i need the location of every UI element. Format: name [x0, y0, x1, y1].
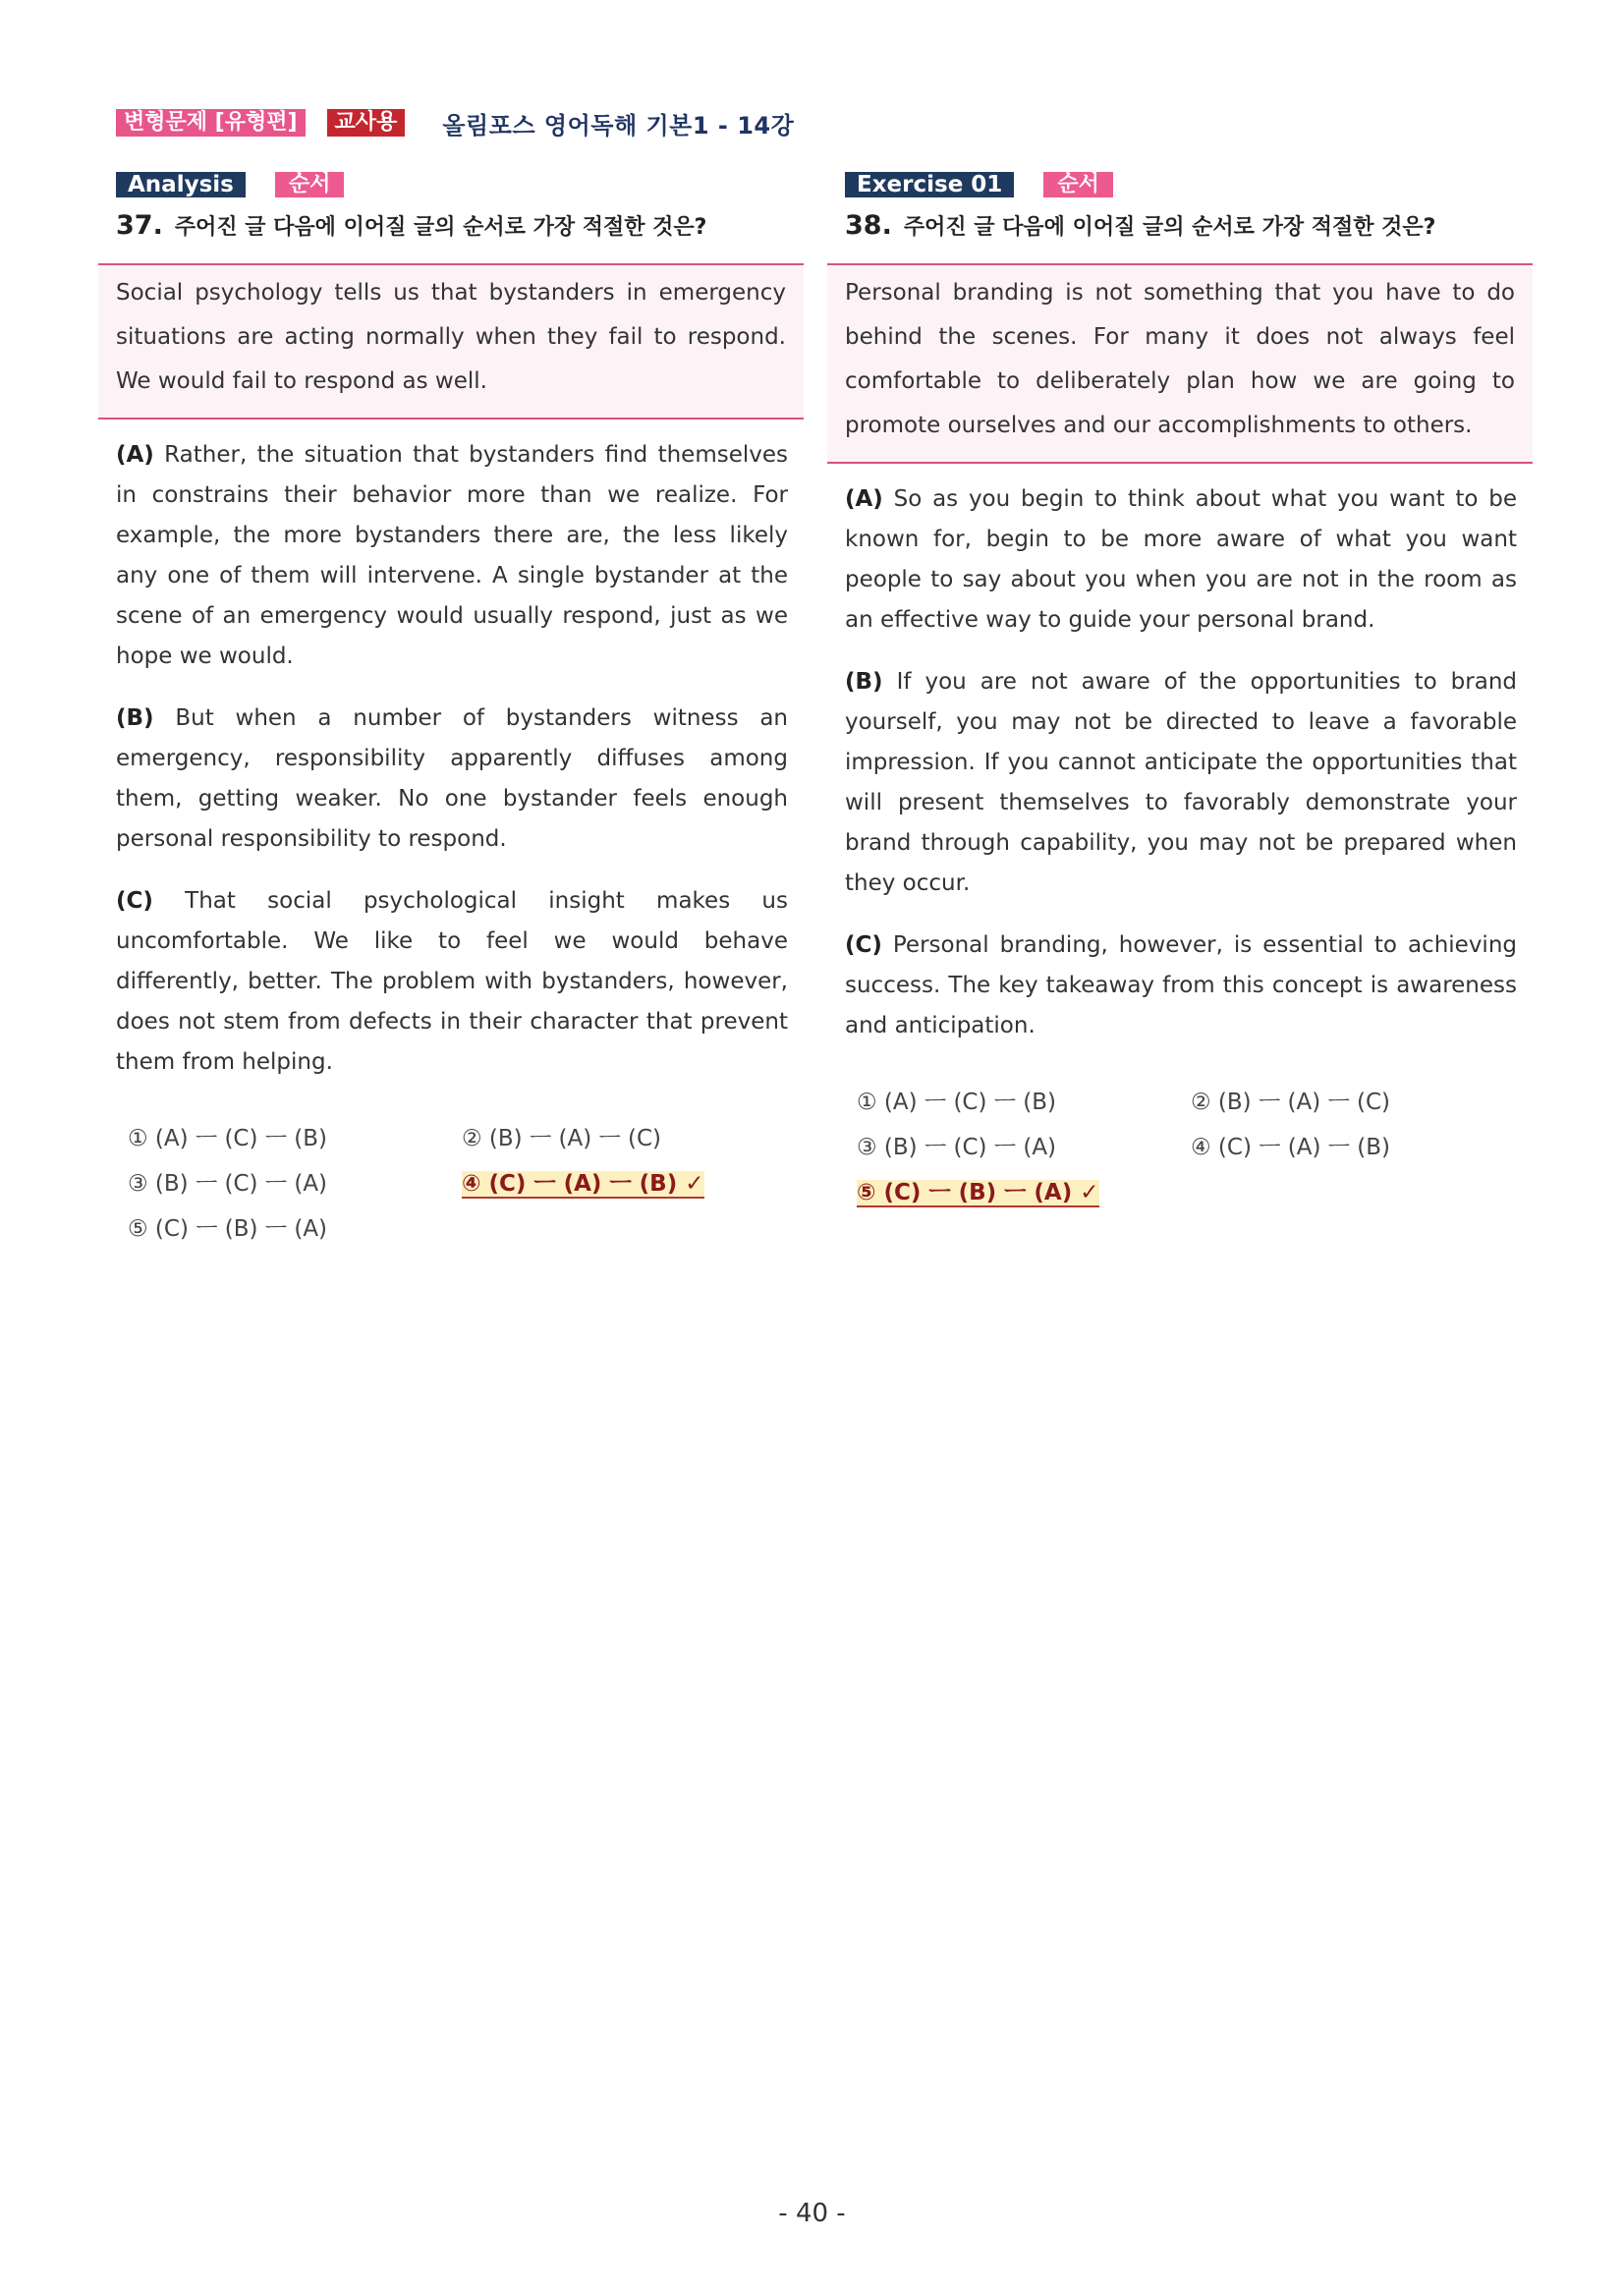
paragraph-label: (B)	[116, 705, 154, 731]
analysis-label: Analysis	[116, 172, 246, 197]
answer-choices	[128, 1116, 804, 1252]
paragraph-label: (A)	[845, 486, 883, 512]
teacher-tag: 교사용	[327, 109, 406, 137]
paragraph-a	[116, 435, 788, 677]
intro-passage: Personal branding is not something that you have to do behind the scenes. For many it does not always feel comfortable to deliberately plan how we are going to promote ourselves and our accomplishments to others.	[827, 263, 1533, 464]
choice-4[interactable]: ④ (C) ㅡ (A) ㅡ (B)	[1191, 1135, 1391, 1160]
exercise-label: Exercise 01	[845, 172, 1014, 197]
answer-choices	[857, 1080, 1533, 1215]
paragraph-b	[116, 699, 788, 860]
paragraph-a	[845, 479, 1517, 641]
question-text: 주어진 글 다음에 이어질 글의 순서로 가장 적절한 것은?	[903, 215, 1436, 240]
paragraph-label: (B)	[845, 669, 883, 695]
paragraph-text: So as you begin to think about what you want to be known for, begin to be more aware of what you want people to say about you when you are not in the room as an effective way to guide your personal brand.	[845, 486, 1518, 633]
question-prompt	[116, 210, 804, 244]
paragraph-label: (C)	[845, 932, 882, 958]
paragraph-label: (C)	[116, 888, 153, 914]
paragraph-label: (A)	[116, 442, 154, 468]
choice-3[interactable]: ③ (B) ㅡ (C) ㅡ (A)	[857, 1135, 1057, 1160]
choice-1[interactable]: ① (A) ㅡ (C) ㅡ (B)	[128, 1126, 328, 1151]
choice-1[interactable]: ① (A) ㅡ (C) ㅡ (B)	[857, 1090, 1057, 1115]
choice-3[interactable]: ③ (B) ㅡ (C) ㅡ (A)	[128, 1171, 328, 1197]
choice-2[interactable]: ② (B) ㅡ (A) ㅡ (C)	[462, 1126, 662, 1151]
type-label: 순서	[275, 172, 345, 197]
variant-tag: 변형문제 [유형편]	[116, 109, 306, 137]
paragraph-text: But when a number of bystanders witness an emergency, responsibility apparently diffuses among them, getting weaker. No one bystander feels enough personal responsibility to respond.	[116, 705, 789, 852]
question-37-column	[98, 171, 804, 1252]
paragraph-list	[98, 435, 804, 1083]
paragraph-b	[845, 662, 1517, 904]
choice-4-correct[interactable]: ④ (C) ㅡ (A) ㅡ (B) ✓	[462, 1171, 704, 1197]
intro-passage: Social psychology tells us that bystanders in emergency situations are acting normally when they fail to respond. We would fail to respond as well.	[98, 263, 804, 420]
section-label-row	[845, 171, 1533, 198]
choice-2[interactable]: ② (B) ㅡ (A) ㅡ (C)	[1191, 1090, 1391, 1115]
paragraph-text: Rather, the situation that bystanders find themselves in constrains their behavior more than we realize. For example, the more bystanders there are, the less likely any one of them will intervene. A single bystander at the scene of an emergency would usually respond, just as we hope we would.	[116, 442, 788, 669]
page-header	[116, 106, 794, 140]
page-number: - 40 -	[778, 2199, 846, 2228]
question-text: 주어진 글 다음에 이어질 글의 순서로 가장 적절한 것은?	[174, 215, 707, 240]
book-title: 올림포스 영어독해 기본1 - 14강	[442, 111, 795, 140]
paragraph-text: That social psychological insight makes us uncomfortable. We like to feel we would behave differently, better. The problem with bystanders, however, does not stem from defects in their character that prevent them from helping.	[116, 888, 788, 1075]
paragraph-c	[116, 881, 788, 1083]
paragraph-text: If you are not aware of the opportunities to brand yourself, you may not be directed to leave a favorable impression. If you cannot anticipate the opportunities that will present themselves to favorably demonstrate your brand through capability, you may not be prepared when they occur.	[845, 669, 1518, 896]
question-number: 38.	[845, 210, 892, 241]
choice-5[interactable]: ⑤ (C) ㅡ (B) ㅡ (A)	[128, 1216, 328, 1242]
choice-5-correct[interactable]: ⑤ (C) ㅡ (B) ㅡ (A) ✓	[857, 1180, 1099, 1205]
type-label: 순서	[1043, 172, 1113, 197]
section-label-row	[116, 171, 804, 198]
paragraph-text: Personal branding, however, is essential to achieving success. The key takeaway from this concept is awareness and anticipation.	[845, 932, 1518, 1038]
question-38-column	[827, 171, 1533, 1215]
question-number: 37.	[116, 210, 163, 241]
paragraph-list	[827, 479, 1533, 1046]
paragraph-c	[845, 925, 1517, 1046]
question-prompt	[845, 210, 1533, 244]
